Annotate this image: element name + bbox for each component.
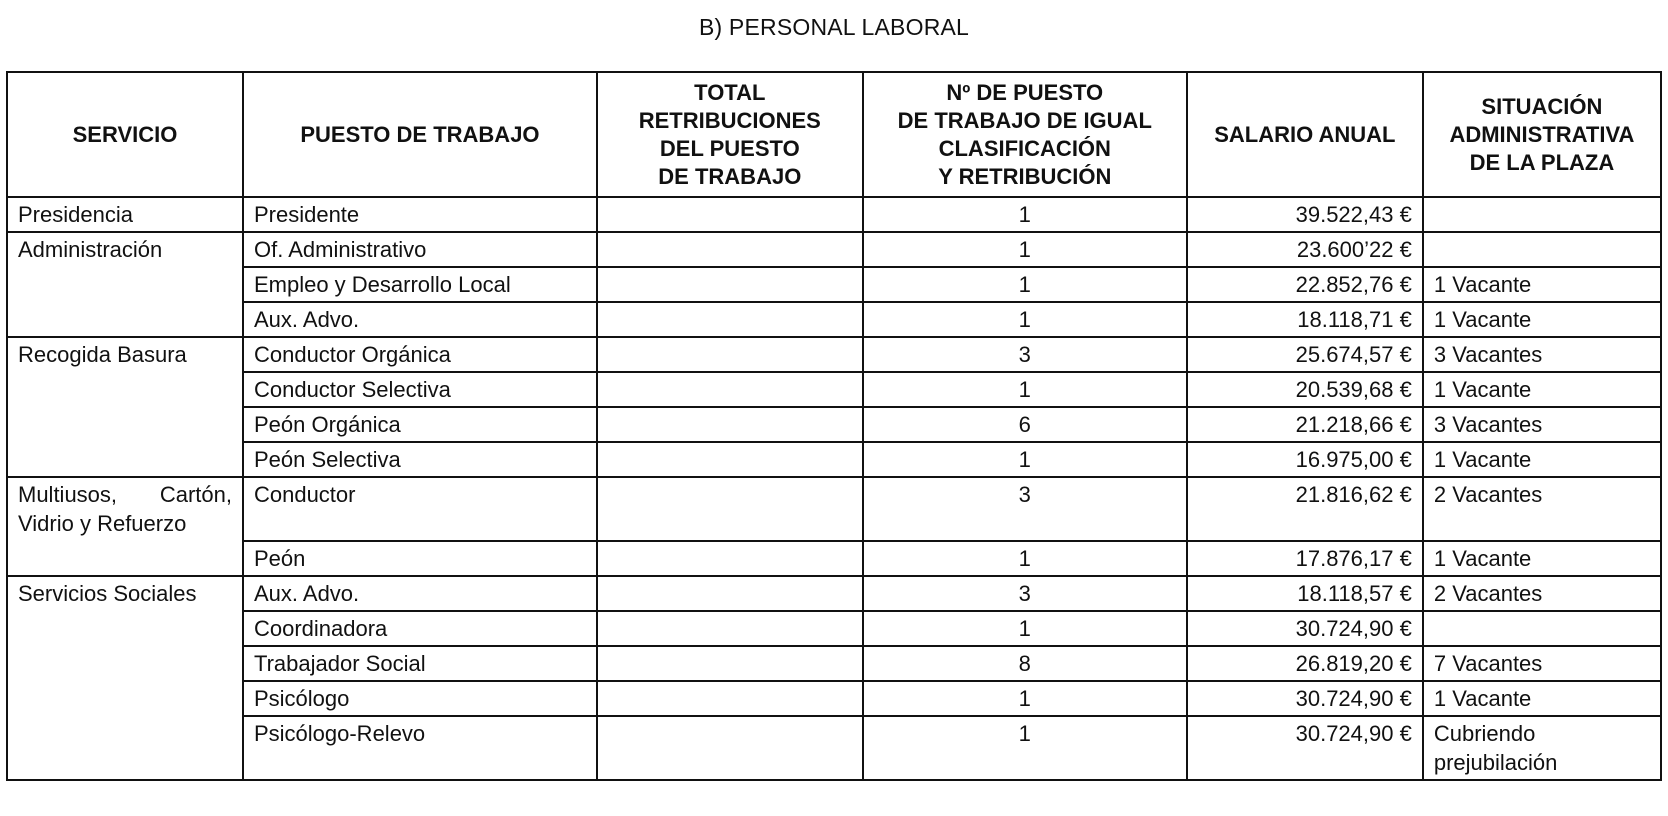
cell-situacion: 1 Vacante [1423, 541, 1661, 576]
cell-salario: 30.724,90 € [1187, 716, 1423, 780]
table-header [7, 72, 1661, 197]
header-puesto: PUESTO DE TRABAJO [243, 72, 597, 197]
cell-puesto: Peón Orgánica [243, 407, 597, 442]
cell-servicio: Multiusos, Cartón, Vidrio y Refuerzo [7, 477, 243, 576]
cell-puesto: Psicólogo-Relevo [243, 716, 597, 780]
cell-situacion [1423, 611, 1661, 646]
cell-puesto: Conductor [243, 477, 597, 541]
cell-situacion: 1 Vacante [1423, 442, 1661, 477]
cell-total [597, 716, 863, 780]
header-numero-line: Y RETRIBUCIÓN [938, 163, 1112, 189]
cell-puesto: Aux. Advo. [243, 302, 597, 337]
cell-servicio: Recogida Basura [7, 337, 243, 477]
table-row [7, 302, 1661, 337]
cell-salario: 30.724,90 € [1187, 681, 1423, 716]
cell-puesto: Trabajador Social [243, 646, 597, 681]
cell-numero: 1 [863, 681, 1187, 716]
cell-puesto: Aux. Advo. [243, 576, 597, 611]
cell-servicio: Servicios Sociales [7, 576, 243, 780]
document-title: B) PERSONAL LABORAL [698, 14, 970, 40]
header-total-line: DE TRABAJO [658, 163, 802, 189]
table-row [7, 716, 1661, 780]
cell-numero: 6 [863, 407, 1187, 442]
cell-total [597, 302, 863, 337]
cell-situacion: 7 Vacantes [1423, 646, 1661, 681]
cell-servicio: Presidencia [7, 197, 243, 232]
cell-salario: 21.218,66 € [1187, 407, 1423, 442]
table-row [7, 576, 1661, 611]
table-row [7, 646, 1661, 681]
header-servicio: SERVICIO [7, 72, 243, 197]
header-total [597, 72, 863, 197]
header-numero [863, 72, 1187, 197]
table-row [7, 477, 1661, 541]
cell-numero: 1 [863, 541, 1187, 576]
table-row [7, 442, 1661, 477]
cell-total [597, 407, 863, 442]
cell-situacion [1423, 197, 1661, 232]
cell-total [597, 611, 863, 646]
header-salario: SALARIO ANUAL [1187, 72, 1423, 197]
table-row [7, 337, 1661, 372]
cell-salario: 18.118,57 € [1187, 576, 1423, 611]
cell-numero: 3 [863, 576, 1187, 611]
cell-puesto: Presidente [243, 197, 597, 232]
cell-total [597, 197, 863, 232]
table-body [7, 197, 1661, 780]
cell-total [597, 681, 863, 716]
cell-situacion: 3 Vacantes [1423, 407, 1661, 442]
cell-situacion: 1 Vacante [1423, 302, 1661, 337]
cell-servicio: Administración [7, 232, 243, 337]
cell-puesto: Peón [243, 541, 597, 576]
header-numero-line: DE TRABAJO DE IGUAL [897, 107, 1152, 133]
cell-salario: 21.816,62 € [1187, 477, 1423, 541]
cell-salario: 23.600’22 € [1187, 232, 1423, 267]
cell-situacion: 1 Vacante [1423, 267, 1661, 302]
cell-puesto: Peón Selectiva [243, 442, 597, 477]
cell-puesto: Psicólogo [243, 681, 597, 716]
cell-puesto: Empleo y Desarrollo Local [243, 267, 597, 302]
cell-numero: 1 [863, 267, 1187, 302]
cell-situacion: 1 Vacante [1423, 681, 1661, 716]
cell-salario: 18.118,71 € [1187, 302, 1423, 337]
header-numero-line: CLASIFICACIÓN [938, 135, 1111, 161]
cell-numero: 8 [863, 646, 1187, 681]
header-total-line: TOTAL [694, 79, 766, 105]
cell-total [597, 372, 863, 407]
header-situacion [1423, 72, 1661, 197]
table-row [7, 197, 1661, 232]
cell-total [597, 477, 863, 541]
header-total-line: DEL PUESTO [659, 135, 800, 161]
header-situacion-line: ADMINISTRATIVA [1449, 121, 1635, 147]
cell-salario: 39.522,43 € [1187, 197, 1423, 232]
table-row [7, 611, 1661, 646]
header-numero-line: Nº DE PUESTO [946, 79, 1104, 105]
cell-total [597, 576, 863, 611]
cell-puesto: Coordinadora [243, 611, 597, 646]
cell-puesto: Conductor Selectiva [243, 372, 597, 407]
table-row [7, 541, 1661, 576]
cell-numero: 1 [863, 232, 1187, 267]
cell-salario: 17.876,17 € [1187, 541, 1423, 576]
cell-total [597, 337, 863, 372]
cell-salario: 22.852,76 € [1187, 267, 1423, 302]
cell-situacion: 2 Vacantes [1423, 477, 1661, 541]
cell-numero: 3 [863, 477, 1187, 541]
table-row [7, 681, 1661, 716]
cell-puesto: Of. Administrativo [243, 232, 597, 267]
cell-numero: 1 [863, 302, 1187, 337]
header-situacion-line: DE LA PLAZA [1469, 149, 1615, 175]
cell-salario: 26.819,20 € [1187, 646, 1423, 681]
table-row [7, 267, 1661, 302]
cell-numero: 1 [863, 611, 1187, 646]
table-row [7, 372, 1661, 407]
cell-numero: 1 [863, 372, 1187, 407]
cell-salario: 16.975,00 € [1187, 442, 1423, 477]
personal-laboral-table [6, 71, 1662, 781]
cell-situacion: 3 Vacantes [1423, 337, 1661, 372]
cell-salario: 20.539,68 € [1187, 372, 1423, 407]
cell-numero: 1 [863, 716, 1187, 780]
cell-total [597, 267, 863, 302]
cell-situacion: 2 Vacantes [1423, 576, 1661, 611]
cell-total [597, 442, 863, 477]
table-row [7, 407, 1661, 442]
cell-situacion: Cubriendo prejubilación [1423, 716, 1661, 780]
cell-numero: 1 [863, 442, 1187, 477]
header-situacion-line: SITUACIÓN [1481, 93, 1603, 119]
cell-total [597, 232, 863, 267]
cell-numero: 1 [863, 197, 1187, 232]
cell-total [597, 646, 863, 681]
cell-numero: 3 [863, 337, 1187, 372]
cell-situacion: 1 Vacante [1423, 372, 1661, 407]
header-total-line: RETRIBUCIONES [638, 107, 821, 133]
cell-salario: 30.724,90 € [1187, 611, 1423, 646]
cell-salario: 25.674,57 € [1187, 337, 1423, 372]
cell-total [597, 541, 863, 576]
cell-puesto: Conductor Orgánica [243, 337, 597, 372]
cell-situacion [1423, 232, 1661, 267]
table-row [7, 232, 1661, 267]
